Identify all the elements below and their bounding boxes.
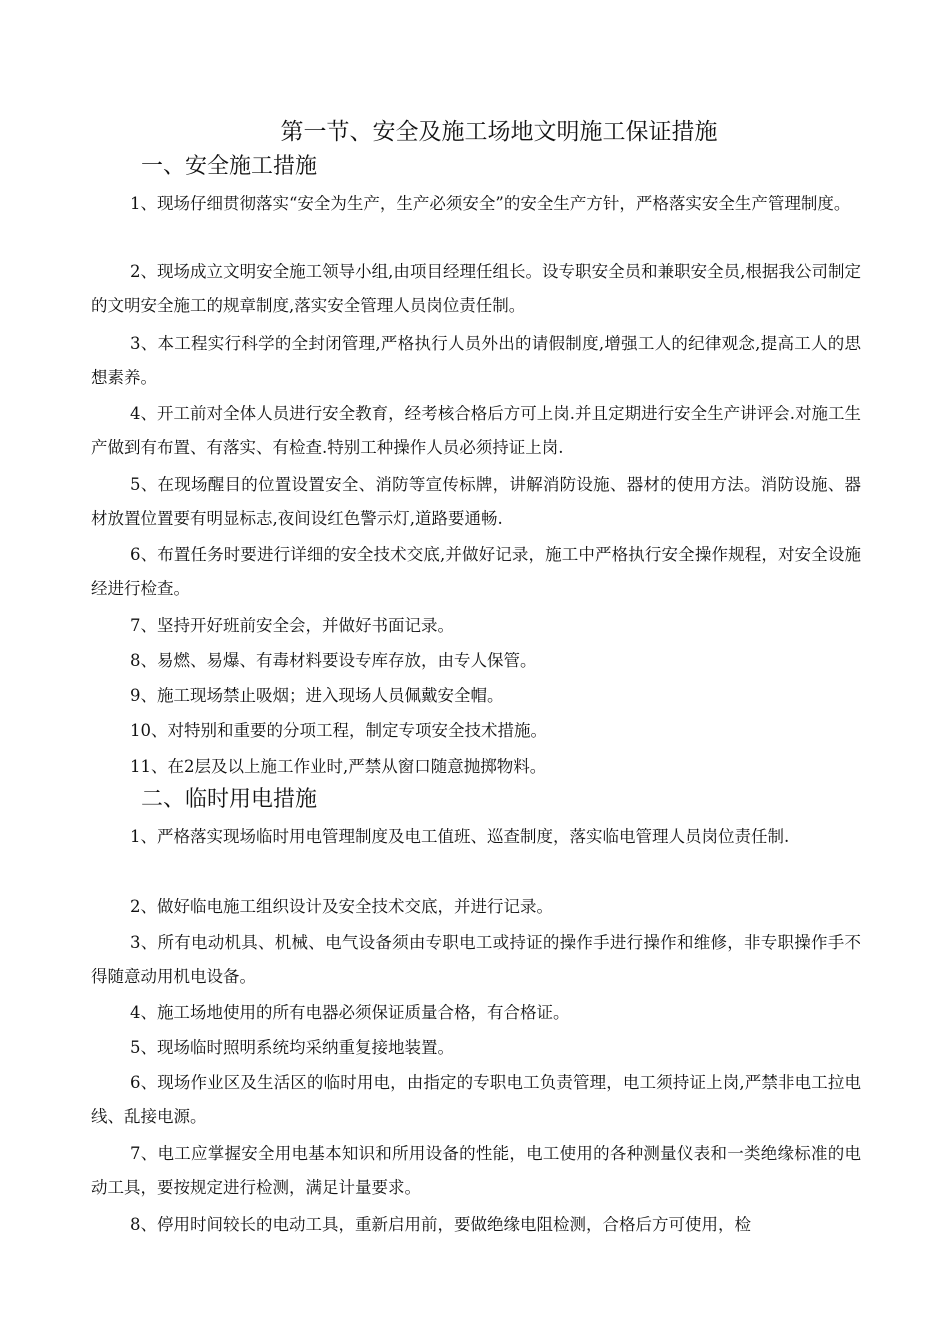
paragraph: 2、做好临电施工组织设计及安全技术交底，并进行记录。 bbox=[130, 897, 553, 916]
paragraph: 3、所有电动机具、机械、电气设备须由专职电工或持证的操作手进行操作和维修，非专职操作手不得随意动用机电设备。 bbox=[91, 933, 861, 986]
paragraph: 8、停用时间较长的电动工具，重新启用前，要做绝缘电阻检测，合格后方可使用，检 bbox=[130, 1215, 751, 1234]
paragraph: 8、易燃、易爆、有毒材料要设专库存放，由专人保管。 bbox=[130, 651, 537, 670]
paragraph: 1、严格落实现场临时用电管理制度及电工值班、巡查制度，落实临电管理人员岗位责任制. bbox=[130, 827, 790, 846]
paragraph: 5、现场临时照明系统均采纳重复接地装置。 bbox=[130, 1038, 454, 1057]
paragraph: 7、电工应掌握安全用电基本知识和所用设备的性能，电工使用的各种测量仪表和一类绝缘标准的电动工具，要按规定进行检测，满足计量要求。 bbox=[91, 1144, 861, 1197]
paragraph: 11、在2层及以上施工作业时,严禁从窗口随意抛掷物料。 bbox=[130, 757, 547, 776]
paragraph: 7、坚持开好班前安全会，并做好书面记录。 bbox=[130, 616, 454, 635]
paragraph: 5、在现场醒目的位置设置安全、消防等宣传标牌，讲解消防设施、器材的使用方法。消防设施、器材放置位置要有明显标志,夜间设红色警示灯,道路要通畅. bbox=[91, 475, 861, 528]
paragraph: 4、开工前对全体人员进行安全教育，经考核合格后方可上岗.并且定期进行安全生产讲评会.对施工生产做到有布置、有落实、有检查.特别工种操作人员必须持证上岗. bbox=[91, 404, 861, 457]
paragraph: 9、施工现场禁止吸烟；进入现场人员佩戴安全帽。 bbox=[130, 686, 504, 705]
paragraph: 6、现场作业区及生活区的临时用电，由指定的专职电工负责管理，电工须持证上岗,严禁非电工拉电线、乱接电源。 bbox=[91, 1073, 861, 1126]
document-title: 第一节、安全及施工场地文明施工保证措施 bbox=[280, 119, 718, 145]
paragraph: 6、布置任务时要进行详细的安全技术交底,并做好记录，施工中严格执行安全操作规程，对安全设施经进行检查。 bbox=[91, 545, 861, 598]
section-heading-safety: 一、安全施工措施 bbox=[141, 154, 318, 179]
paragraph: 2、现场成立文明安全施工领导小组,由项目经理任组长。设专职安全员和兼职安全员,根据我公司制定的文明安全施工的规章制度,落实安全管理人员岗位责任制。 bbox=[91, 262, 861, 315]
paragraph: 4、施工场地使用的所有电器必须保证质量合格，有合格证。 bbox=[130, 1003, 570, 1022]
section-heading-electricity: 二、临时用电措施 bbox=[141, 787, 318, 812]
paragraph: 3、本工程实行科学的全封闭管理,严格执行人员外出的请假制度,增强工人的纪律观念,提高工人的思想素养。 bbox=[91, 334, 861, 387]
paragraph: 10、对特别和重要的分项工程，制定专项安全技术措施。 bbox=[130, 721, 547, 740]
paragraph: 1、现场仔细贯彻落实“安全为生产，生产必须安全”的安全生产方针，严格落实安全生产管理制度。 bbox=[130, 194, 851, 213]
